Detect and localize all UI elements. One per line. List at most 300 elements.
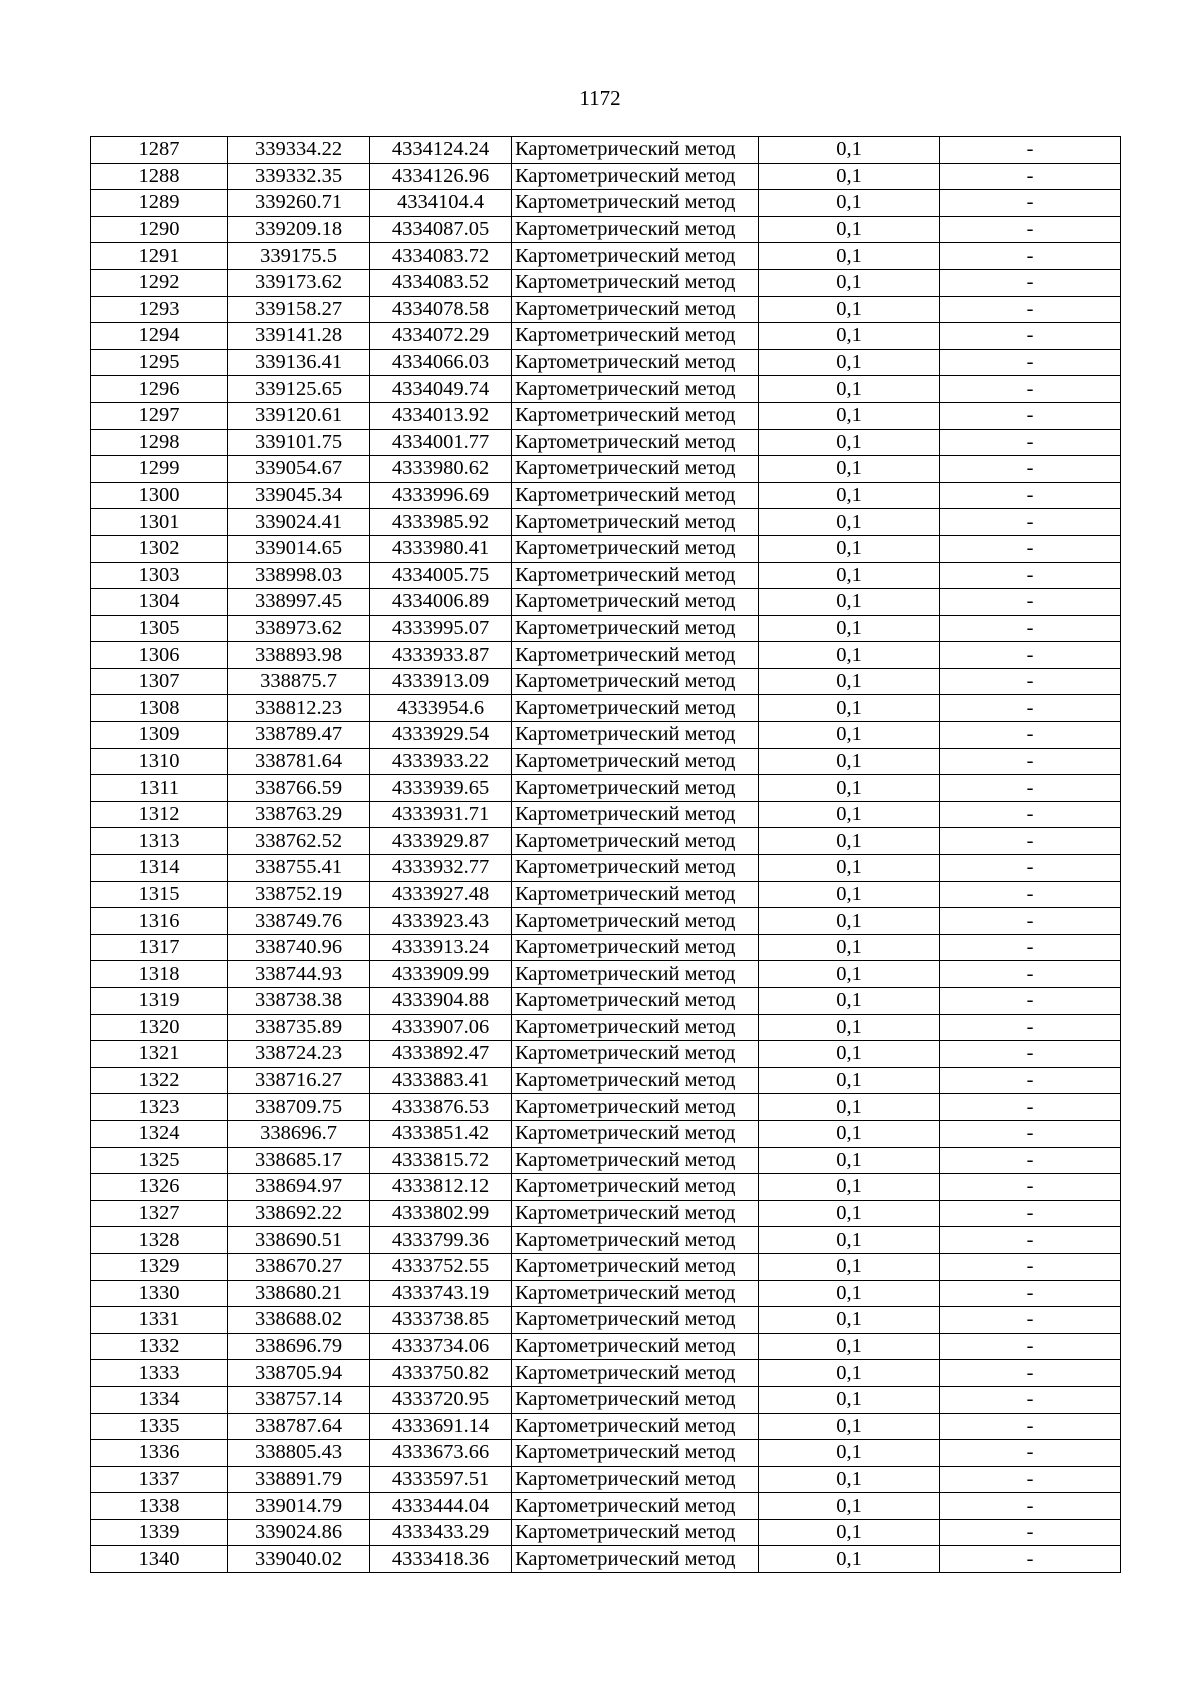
description-cell: -	[940, 323, 1121, 350]
point-number-cell: 1340	[91, 1546, 228, 1573]
table-row	[91, 828, 1121, 855]
description-cell: -	[940, 988, 1121, 1015]
method-cell: Картометрический метод	[512, 269, 759, 296]
table-row	[91, 881, 1121, 908]
method-cell: Картометрический метод	[512, 1413, 759, 1440]
table-row	[91, 775, 1121, 802]
table-row	[91, 323, 1121, 350]
y-coordinate-cell: 4334104.4	[370, 190, 512, 217]
description-cell: -	[940, 456, 1121, 483]
x-coordinate-cell: 338688.02	[228, 1307, 370, 1334]
description-cell: -	[940, 137, 1121, 164]
method-cell: Картометрический метод	[512, 482, 759, 509]
description-cell: -	[940, 1120, 1121, 1147]
description-cell: -	[940, 1280, 1121, 1307]
accuracy-cell: 0,1	[759, 1519, 940, 1546]
accuracy-cell: 0,1	[759, 535, 940, 562]
description-cell: -	[940, 908, 1121, 935]
y-coordinate-cell: 4333954.6	[370, 695, 512, 722]
y-coordinate-cell: 4333444.04	[370, 1493, 512, 1520]
x-coordinate-cell: 339024.86	[228, 1519, 370, 1546]
accuracy-cell: 0,1	[759, 402, 940, 429]
point-number-cell: 1297	[91, 402, 228, 429]
method-cell: Картометрический метод	[512, 243, 759, 270]
x-coordinate-cell: 338724.23	[228, 1041, 370, 1068]
x-coordinate-cell: 339175.5	[228, 243, 370, 270]
description-cell: -	[940, 349, 1121, 376]
y-coordinate-cell: 4333738.85	[370, 1307, 512, 1334]
point-number-cell: 1293	[91, 296, 228, 323]
y-coordinate-cell: 4333923.43	[370, 908, 512, 935]
accuracy-cell: 0,1	[759, 695, 940, 722]
y-coordinate-cell: 4334083.52	[370, 269, 512, 296]
table-row	[91, 1174, 1121, 1201]
x-coordinate-cell: 338709.75	[228, 1094, 370, 1121]
table-row	[91, 216, 1121, 243]
point-number-cell: 1336	[91, 1440, 228, 1467]
description-cell: -	[940, 1466, 1121, 1493]
description-cell: -	[940, 1227, 1121, 1254]
point-number-cell: 1326	[91, 1174, 228, 1201]
point-number-cell: 1312	[91, 801, 228, 828]
description-cell: -	[940, 934, 1121, 961]
accuracy-cell: 0,1	[759, 243, 940, 270]
y-coordinate-cell: 4333929.87	[370, 828, 512, 855]
method-cell: Картометрический метод	[512, 722, 759, 749]
table-row	[91, 1280, 1121, 1307]
table-row	[91, 1253, 1121, 1280]
point-number-cell: 1300	[91, 482, 228, 509]
accuracy-cell: 0,1	[759, 801, 940, 828]
x-coordinate-cell: 339141.28	[228, 323, 370, 350]
accuracy-cell: 0,1	[759, 1041, 940, 1068]
x-coordinate-cell: 338755.41	[228, 855, 370, 882]
x-coordinate-cell: 339054.67	[228, 456, 370, 483]
y-coordinate-cell: 4333913.09	[370, 668, 512, 695]
description-cell: -	[940, 216, 1121, 243]
accuracy-cell: 0,1	[759, 137, 940, 164]
method-cell: Картометрический метод	[512, 562, 759, 589]
accuracy-cell: 0,1	[759, 1014, 940, 1041]
accuracy-cell: 0,1	[759, 722, 940, 749]
description-cell: -	[940, 562, 1121, 589]
x-coordinate-cell: 338670.27	[228, 1253, 370, 1280]
accuracy-cell: 0,1	[759, 349, 940, 376]
x-coordinate-cell: 339158.27	[228, 296, 370, 323]
point-number-cell: 1317	[91, 934, 228, 961]
table-row	[91, 296, 1121, 323]
y-coordinate-cell: 4334078.58	[370, 296, 512, 323]
y-coordinate-cell: 4334066.03	[370, 349, 512, 376]
y-coordinate-cell: 4333802.99	[370, 1200, 512, 1227]
accuracy-cell: 0,1	[759, 296, 940, 323]
point-number-cell: 1305	[91, 615, 228, 642]
table-row	[91, 1014, 1121, 1041]
y-coordinate-cell: 4334013.92	[370, 402, 512, 429]
accuracy-cell: 0,1	[759, 1386, 940, 1413]
table-row	[91, 1546, 1121, 1573]
accuracy-cell: 0,1	[759, 163, 940, 190]
table-row	[91, 1094, 1121, 1121]
description-cell: -	[940, 1041, 1121, 1068]
table-row	[91, 1307, 1121, 1334]
method-cell: Картометрический метод	[512, 934, 759, 961]
y-coordinate-cell: 4333939.65	[370, 775, 512, 802]
accuracy-cell: 0,1	[759, 269, 940, 296]
y-coordinate-cell: 4333876.53	[370, 1094, 512, 1121]
point-number-cell: 1288	[91, 163, 228, 190]
method-cell: Картометрический метод	[512, 1094, 759, 1121]
accuracy-cell: 0,1	[759, 934, 940, 961]
y-coordinate-cell: 4333815.72	[370, 1147, 512, 1174]
y-coordinate-cell: 4333418.36	[370, 1546, 512, 1573]
x-coordinate-cell: 339334.22	[228, 137, 370, 164]
y-coordinate-cell: 4333932.77	[370, 855, 512, 882]
accuracy-cell: 0,1	[759, 881, 940, 908]
method-cell: Картометрический метод	[512, 801, 759, 828]
y-coordinate-cell: 4333673.66	[370, 1440, 512, 1467]
method-cell: Картометрический метод	[512, 1440, 759, 1467]
x-coordinate-cell: 339014.65	[228, 535, 370, 562]
method-cell: Картометрический метод	[512, 855, 759, 882]
description-cell: -	[940, 243, 1121, 270]
table-row	[91, 589, 1121, 616]
point-number-cell: 1295	[91, 349, 228, 376]
table-row	[91, 934, 1121, 961]
description-cell: -	[940, 163, 1121, 190]
table-row	[91, 509, 1121, 536]
x-coordinate-cell: 338787.64	[228, 1413, 370, 1440]
description-cell: -	[940, 190, 1121, 217]
description-cell: -	[940, 615, 1121, 642]
y-coordinate-cell: 4333799.36	[370, 1227, 512, 1254]
description-cell: -	[940, 429, 1121, 456]
accuracy-cell: 0,1	[759, 1333, 940, 1360]
point-number-cell: 1333	[91, 1360, 228, 1387]
method-cell: Картометрический метод	[512, 402, 759, 429]
x-coordinate-cell: 338998.03	[228, 562, 370, 589]
description-cell: -	[940, 668, 1121, 695]
x-coordinate-cell: 339136.41	[228, 349, 370, 376]
description-cell: -	[940, 535, 1121, 562]
table-row	[91, 695, 1121, 722]
x-coordinate-cell: 338763.29	[228, 801, 370, 828]
x-coordinate-cell: 339332.35	[228, 163, 370, 190]
accuracy-cell: 0,1	[759, 456, 940, 483]
description-cell: -	[940, 961, 1121, 988]
description-cell: -	[940, 1094, 1121, 1121]
point-number-cell: 1332	[91, 1333, 228, 1360]
point-number-cell: 1308	[91, 695, 228, 722]
method-cell: Картометрический метод	[512, 1280, 759, 1307]
description-cell: -	[940, 1307, 1121, 1334]
accuracy-cell: 0,1	[759, 1280, 940, 1307]
point-number-cell: 1299	[91, 456, 228, 483]
x-coordinate-cell: 338735.89	[228, 1014, 370, 1041]
method-cell: Картометрический метод	[512, 1253, 759, 1280]
method-cell: Картометрический метод	[512, 615, 759, 642]
y-coordinate-cell: 4333743.19	[370, 1280, 512, 1307]
point-number-cell: 1320	[91, 1014, 228, 1041]
accuracy-cell: 0,1	[759, 1227, 940, 1254]
point-number-cell: 1328	[91, 1227, 228, 1254]
point-number-cell: 1306	[91, 642, 228, 669]
point-number-cell: 1287	[91, 137, 228, 164]
description-cell: -	[940, 642, 1121, 669]
x-coordinate-cell: 338690.51	[228, 1227, 370, 1254]
accuracy-cell: 0,1	[759, 1120, 940, 1147]
y-coordinate-cell: 4334001.77	[370, 429, 512, 456]
point-number-cell: 1323	[91, 1094, 228, 1121]
description-cell: -	[940, 748, 1121, 775]
method-cell: Картометрический метод	[512, 456, 759, 483]
accuracy-cell: 0,1	[759, 775, 940, 802]
accuracy-cell: 0,1	[759, 1200, 940, 1227]
accuracy-cell: 0,1	[759, 1094, 940, 1121]
description-cell: -	[940, 722, 1121, 749]
table-row	[91, 376, 1121, 403]
method-cell: Картометрический метод	[512, 828, 759, 855]
table-row	[91, 908, 1121, 935]
point-number-cell: 1318	[91, 961, 228, 988]
table-row	[91, 1386, 1121, 1413]
x-coordinate-cell: 339040.02	[228, 1546, 370, 1573]
accuracy-cell: 0,1	[759, 589, 940, 616]
description-cell: -	[940, 269, 1121, 296]
x-coordinate-cell: 338812.23	[228, 695, 370, 722]
description-cell: -	[940, 1014, 1121, 1041]
table-row	[91, 668, 1121, 695]
table-row	[91, 402, 1121, 429]
point-number-cell: 1335	[91, 1413, 228, 1440]
method-cell: Картометрический метод	[512, 216, 759, 243]
method-cell: Картометрический метод	[512, 1307, 759, 1334]
y-coordinate-cell: 4334005.75	[370, 562, 512, 589]
accuracy-cell: 0,1	[759, 482, 940, 509]
x-coordinate-cell: 338781.64	[228, 748, 370, 775]
description-cell: -	[940, 589, 1121, 616]
point-number-cell: 1337	[91, 1466, 228, 1493]
accuracy-cell: 0,1	[759, 1360, 940, 1387]
method-cell: Картометрический метод	[512, 1200, 759, 1227]
accuracy-cell: 0,1	[759, 1466, 940, 1493]
method-cell: Картометрический метод	[512, 881, 759, 908]
x-coordinate-cell: 338692.22	[228, 1200, 370, 1227]
point-number-cell: 1301	[91, 509, 228, 536]
point-number-cell: 1292	[91, 269, 228, 296]
method-cell: Картометрический метод	[512, 1519, 759, 1546]
accuracy-cell: 0,1	[759, 1413, 940, 1440]
table-row	[91, 1147, 1121, 1174]
table-row	[91, 1413, 1121, 1440]
method-cell: Картометрический метод	[512, 1147, 759, 1174]
accuracy-cell: 0,1	[759, 828, 940, 855]
point-number-cell: 1304	[91, 589, 228, 616]
method-cell: Картометрический метод	[512, 668, 759, 695]
y-coordinate-cell: 4333980.41	[370, 535, 512, 562]
point-number-cell: 1329	[91, 1253, 228, 1280]
y-coordinate-cell: 4334072.29	[370, 323, 512, 350]
method-cell: Картометрический метод	[512, 1386, 759, 1413]
y-coordinate-cell: 4333995.07	[370, 615, 512, 642]
point-number-cell: 1324	[91, 1120, 228, 1147]
accuracy-cell: 0,1	[759, 323, 940, 350]
x-coordinate-cell: 338740.96	[228, 934, 370, 961]
x-coordinate-cell: 338893.98	[228, 642, 370, 669]
point-number-cell: 1338	[91, 1493, 228, 1520]
accuracy-cell: 0,1	[759, 642, 940, 669]
method-cell: Картометрический метод	[512, 296, 759, 323]
table-row	[91, 1519, 1121, 1546]
method-cell: Картометрический метод	[512, 988, 759, 1015]
table-row	[91, 429, 1121, 456]
description-cell: -	[940, 509, 1121, 536]
point-number-cell: 1334	[91, 1386, 228, 1413]
method-cell: Картометрический метод	[512, 589, 759, 616]
x-coordinate-cell: 339125.65	[228, 376, 370, 403]
description-cell: -	[940, 1546, 1121, 1573]
y-coordinate-cell: 4333909.99	[370, 961, 512, 988]
table-row	[91, 748, 1121, 775]
description-cell: -	[940, 695, 1121, 722]
y-coordinate-cell: 4333851.42	[370, 1120, 512, 1147]
method-cell: Картометрический метод	[512, 429, 759, 456]
accuracy-cell: 0,1	[759, 1253, 940, 1280]
point-number-cell: 1325	[91, 1147, 228, 1174]
point-number-cell: 1310	[91, 748, 228, 775]
table-row	[91, 137, 1121, 164]
description-cell: -	[940, 1493, 1121, 1520]
y-coordinate-cell: 4333931.71	[370, 801, 512, 828]
point-number-cell: 1311	[91, 775, 228, 802]
description-cell: -	[940, 1333, 1121, 1360]
table-row	[91, 243, 1121, 270]
x-coordinate-cell: 338738.38	[228, 988, 370, 1015]
y-coordinate-cell: 4333892.47	[370, 1041, 512, 1068]
x-coordinate-cell: 339101.75	[228, 429, 370, 456]
accuracy-cell: 0,1	[759, 1307, 940, 1334]
method-cell: Картометрический метод	[512, 1120, 759, 1147]
description-cell: -	[940, 402, 1121, 429]
table-row	[91, 482, 1121, 509]
method-cell: Картометрический метод	[512, 1360, 759, 1387]
y-coordinate-cell: 4334049.74	[370, 376, 512, 403]
method-cell: Картометрический метод	[512, 1174, 759, 1201]
table-row	[91, 1041, 1121, 1068]
x-coordinate-cell: 338705.94	[228, 1360, 370, 1387]
table-row	[91, 456, 1121, 483]
x-coordinate-cell: 338766.59	[228, 775, 370, 802]
description-cell: -	[940, 828, 1121, 855]
x-coordinate-cell: 338973.62	[228, 615, 370, 642]
y-coordinate-cell: 4333907.06	[370, 1014, 512, 1041]
y-coordinate-cell: 4333750.82	[370, 1360, 512, 1387]
description-cell: -	[940, 1519, 1121, 1546]
y-coordinate-cell: 4333929.54	[370, 722, 512, 749]
x-coordinate-cell: 338875.7	[228, 668, 370, 695]
method-cell: Картометрический метод	[512, 1493, 759, 1520]
method-cell: Картометрический метод	[512, 349, 759, 376]
method-cell: Картометрический метод	[512, 695, 759, 722]
description-cell: -	[940, 1253, 1121, 1280]
point-number-cell: 1330	[91, 1280, 228, 1307]
accuracy-cell: 0,1	[759, 855, 940, 882]
method-cell: Картометрический метод	[512, 1041, 759, 1068]
table-row	[91, 562, 1121, 589]
y-coordinate-cell: 4333913.24	[370, 934, 512, 961]
method-cell: Картометрический метод	[512, 535, 759, 562]
y-coordinate-cell: 4333883.41	[370, 1067, 512, 1094]
accuracy-cell: 0,1	[759, 1493, 940, 1520]
table-row	[91, 1067, 1121, 1094]
method-cell: Картометрический метод	[512, 163, 759, 190]
x-coordinate-cell: 338762.52	[228, 828, 370, 855]
table-row	[91, 1493, 1121, 1520]
point-number-cell: 1289	[91, 190, 228, 217]
y-coordinate-cell: 4334006.89	[370, 589, 512, 616]
y-coordinate-cell: 4333734.06	[370, 1333, 512, 1360]
table-row	[91, 190, 1121, 217]
coordinates-table-body	[91, 137, 1121, 1573]
description-cell: -	[940, 296, 1121, 323]
x-coordinate-cell: 339045.34	[228, 482, 370, 509]
accuracy-cell: 0,1	[759, 748, 940, 775]
point-number-cell: 1296	[91, 376, 228, 403]
accuracy-cell: 0,1	[759, 961, 940, 988]
accuracy-cell: 0,1	[759, 988, 940, 1015]
x-coordinate-cell: 338696.7	[228, 1120, 370, 1147]
x-coordinate-cell: 338694.97	[228, 1174, 370, 1201]
y-coordinate-cell: 4333433.29	[370, 1519, 512, 1546]
y-coordinate-cell: 4333812.12	[370, 1174, 512, 1201]
description-cell: -	[940, 1413, 1121, 1440]
y-coordinate-cell: 4334124.24	[370, 137, 512, 164]
point-number-cell: 1322	[91, 1067, 228, 1094]
description-cell: -	[940, 1440, 1121, 1467]
method-cell: Картометрический метод	[512, 1014, 759, 1041]
x-coordinate-cell: 339014.79	[228, 1493, 370, 1520]
method-cell: Картометрический метод	[512, 137, 759, 164]
x-coordinate-cell: 338744.93	[228, 961, 370, 988]
x-coordinate-cell: 338789.47	[228, 722, 370, 749]
table-row	[91, 1360, 1121, 1387]
point-number-cell: 1331	[91, 1307, 228, 1334]
y-coordinate-cell: 4333720.95	[370, 1386, 512, 1413]
accuracy-cell: 0,1	[759, 1067, 940, 1094]
table-row	[91, 988, 1121, 1015]
description-cell: -	[940, 1147, 1121, 1174]
x-coordinate-cell: 338997.45	[228, 589, 370, 616]
description-cell: -	[940, 376, 1121, 403]
method-cell: Картометрический метод	[512, 1546, 759, 1573]
method-cell: Картометрический метод	[512, 775, 759, 802]
y-coordinate-cell: 4333691.14	[370, 1413, 512, 1440]
accuracy-cell: 0,1	[759, 376, 940, 403]
method-cell: Картометрический метод	[512, 1227, 759, 1254]
y-coordinate-cell: 4333752.55	[370, 1253, 512, 1280]
x-coordinate-cell: 338752.19	[228, 881, 370, 908]
point-number-cell: 1313	[91, 828, 228, 855]
x-coordinate-cell: 338680.21	[228, 1280, 370, 1307]
method-cell: Картометрический метод	[512, 642, 759, 669]
accuracy-cell: 0,1	[759, 509, 940, 536]
table-row	[91, 1227, 1121, 1254]
method-cell: Картометрический метод	[512, 509, 759, 536]
y-coordinate-cell: 4333933.87	[370, 642, 512, 669]
table-row	[91, 1333, 1121, 1360]
description-cell: -	[940, 1200, 1121, 1227]
point-number-cell: 1314	[91, 855, 228, 882]
